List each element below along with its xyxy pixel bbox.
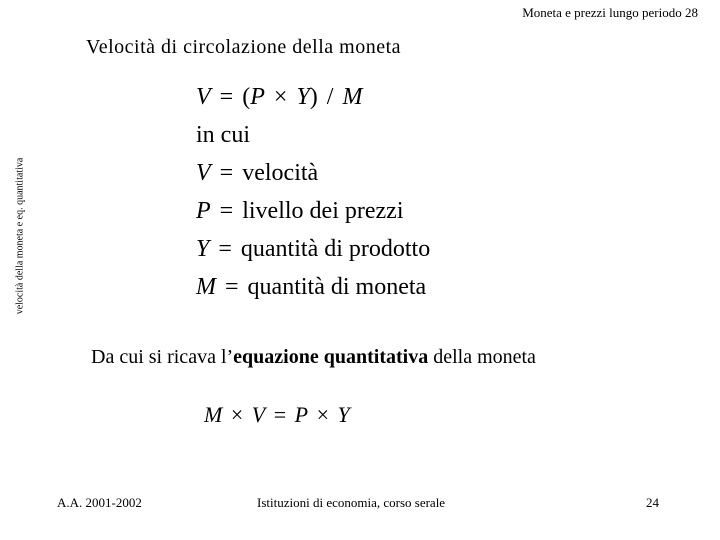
side-label: velocità della moneta e eq. quantitativa <box>14 157 26 315</box>
equation-symbol: Y <box>337 402 350 427</box>
formula-operator: ) <box>309 84 318 110</box>
footer-page-number: 24 <box>646 495 659 510</box>
footer-course: Istituzioni di economia, corso serale <box>257 495 446 510</box>
definition-row <box>196 154 430 192</box>
formula-operator: ( <box>242 84 251 110</box>
definition-symbol: P <box>196 198 211 224</box>
equation-symbol: P <box>294 402 309 427</box>
slide-title: Velocità di circolazione della moneta <box>86 36 402 58</box>
definition-equals: = <box>225 274 239 300</box>
definition-text: quantità di moneta <box>247 274 427 300</box>
definition-text: livello dei prezzi <box>242 198 404 224</box>
definition-symbol: V <box>196 160 211 186</box>
formula-operator: = <box>219 84 234 110</box>
velocity-formula <box>196 78 430 116</box>
definition-symbol: Y <box>196 236 210 262</box>
definition-equals: = <box>219 198 234 224</box>
formula-operator: / <box>326 84 334 110</box>
definition-text: velocità <box>242 160 319 186</box>
definition-equals: = <box>219 160 234 186</box>
equation-operator: = <box>273 402 287 427</box>
definition-row <box>196 230 430 268</box>
definition-symbol: M <box>196 274 216 300</box>
equation-symbol: M <box>204 402 223 427</box>
sentence-emphasis: equazione quantitativa <box>233 346 429 368</box>
footer-academic-year: A.A. 2001-2002 <box>57 495 142 510</box>
sentence-end: della moneta <box>428 346 536 368</box>
definition-row <box>196 192 430 230</box>
slide-header: Moneta e prezzi lungo periodo 28 <box>522 5 698 20</box>
definition-text: quantità di prodotto <box>240 236 431 262</box>
equation-symbol: V <box>251 402 266 427</box>
formula-symbol: V <box>196 84 211 110</box>
formula-symbol: P <box>250 84 265 110</box>
definition-equals: = <box>218 236 232 262</box>
in-cui-label: in cui <box>196 122 250 148</box>
equation-operator: × <box>230 402 244 427</box>
definition-row <box>196 268 430 306</box>
quantity-equation <box>204 402 350 428</box>
formula-symbol: Y <box>296 84 310 110</box>
formula-operator: × <box>273 84 288 110</box>
formula-symbol: M <box>342 84 363 110</box>
formula-block <box>196 78 430 306</box>
equation-operator: × <box>316 402 329 427</box>
sentence-start: Da cui si ricava l’ <box>91 346 234 368</box>
quantity-equation-sentence <box>91 346 536 369</box>
